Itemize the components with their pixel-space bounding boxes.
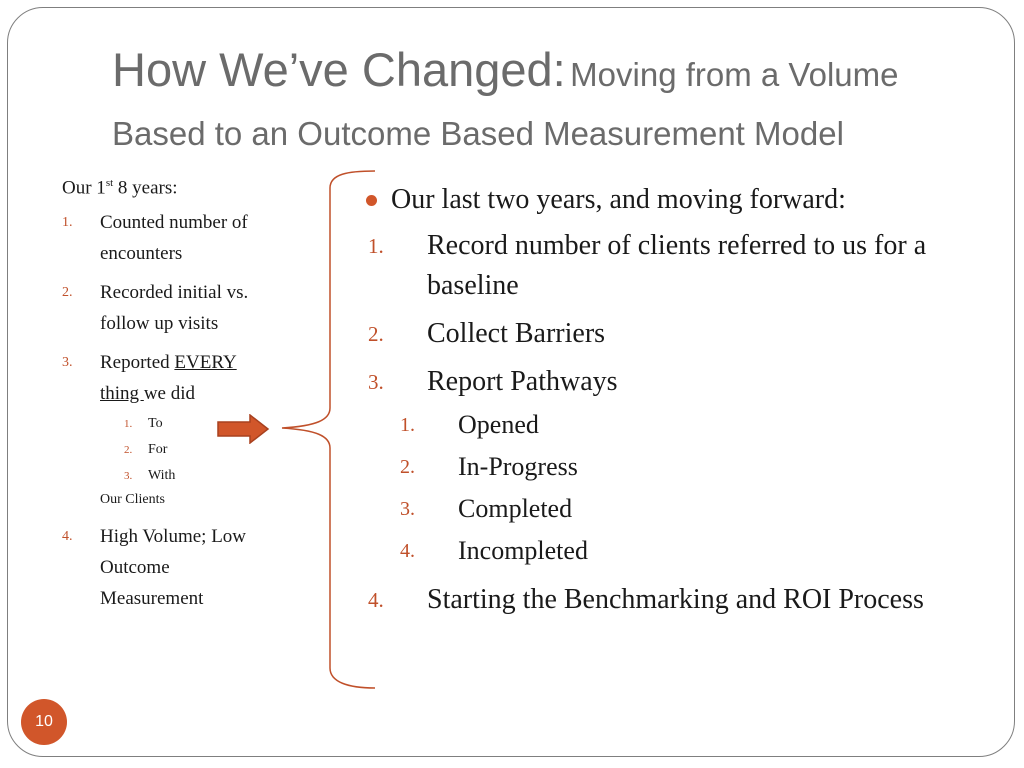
item-number: 1. (62, 215, 73, 231)
list-item (360, 362, 980, 572)
sub-item-number: 1. (124, 418, 133, 431)
sub-item-text: Opened (458, 410, 539, 439)
item-number: 2. (62, 285, 73, 301)
right-bullet (360, 180, 980, 220)
slide-title (112, 44, 992, 167)
left-list (62, 207, 277, 614)
item-text-after: we did (143, 383, 195, 405)
item-text: Record number of clients referred to us for a baseline (427, 230, 927, 301)
sub-item-number: 1. (400, 414, 415, 436)
sub-list-tail: Our Clients (100, 492, 165, 508)
item-text: Counted number of encounters (100, 212, 248, 265)
item-number: 4. (368, 588, 384, 612)
intro-suffix: 8 years: (113, 177, 178, 199)
intro-sup: st (105, 177, 114, 189)
sub-item-text: Incompleted (458, 536, 588, 565)
item-text: Starting the Benchmarking and ROI Process (427, 584, 924, 615)
slide-number-badge (21, 699, 67, 745)
slide-number: 10 (35, 713, 53, 730)
left-intro (62, 168, 277, 203)
sub-item-text: With (148, 468, 176, 484)
list-item (62, 521, 277, 614)
sub-item-number: 3. (400, 498, 415, 520)
item-text: High Volume; Low Outcome Measurement (100, 526, 247, 610)
item-number: 4. (62, 529, 73, 545)
left-column (62, 168, 277, 622)
right-list (360, 226, 980, 620)
list-item (360, 580, 980, 620)
item-number: 1. (368, 234, 384, 258)
list-item (360, 226, 980, 306)
sub-item-number: 3. (124, 470, 133, 483)
item-number: 2. (368, 322, 384, 346)
item-text: Recorded initial vs. follow up visits (100, 282, 249, 335)
bullet-text: Our last two years, and moving forward: (391, 184, 846, 215)
title-sub: Moving from a Volume Based to an Outcome Based Measurement Model (112, 56, 899, 152)
sub-item-text: In-Progress (458, 452, 578, 481)
sub-list (400, 404, 980, 572)
sub-item-number: 2. (400, 456, 415, 478)
title-main: How We’ve Changed: (112, 43, 566, 96)
right-column (360, 180, 980, 628)
sub-list-item (400, 488, 980, 530)
item-text: Report Pathways (427, 366, 618, 397)
list-item (360, 314, 980, 354)
item-text-underlined: EVERY thing (100, 352, 237, 405)
list-item (62, 207, 277, 269)
sub-item-text: For (148, 442, 168, 458)
sub-item-text: To (148, 416, 163, 432)
item-text: Collect Barriers (427, 318, 606, 349)
sub-list-item (400, 404, 980, 446)
item-number: 3. (62, 355, 73, 371)
item-text-before: Reported (100, 352, 175, 374)
right-arrow-icon (216, 414, 272, 444)
sub-item-text: Completed (458, 494, 573, 523)
sub-list-item (400, 446, 980, 488)
sub-item-number: 4. (400, 540, 415, 562)
list-item (62, 277, 277, 339)
sub-list-item (124, 463, 277, 489)
sub-item-number: 2. (124, 444, 133, 457)
item-number: 3. (368, 370, 384, 394)
sub-list-item (400, 530, 980, 572)
intro-prefix: Our 1 (62, 177, 106, 199)
bullet-dot-icon (366, 195, 377, 206)
